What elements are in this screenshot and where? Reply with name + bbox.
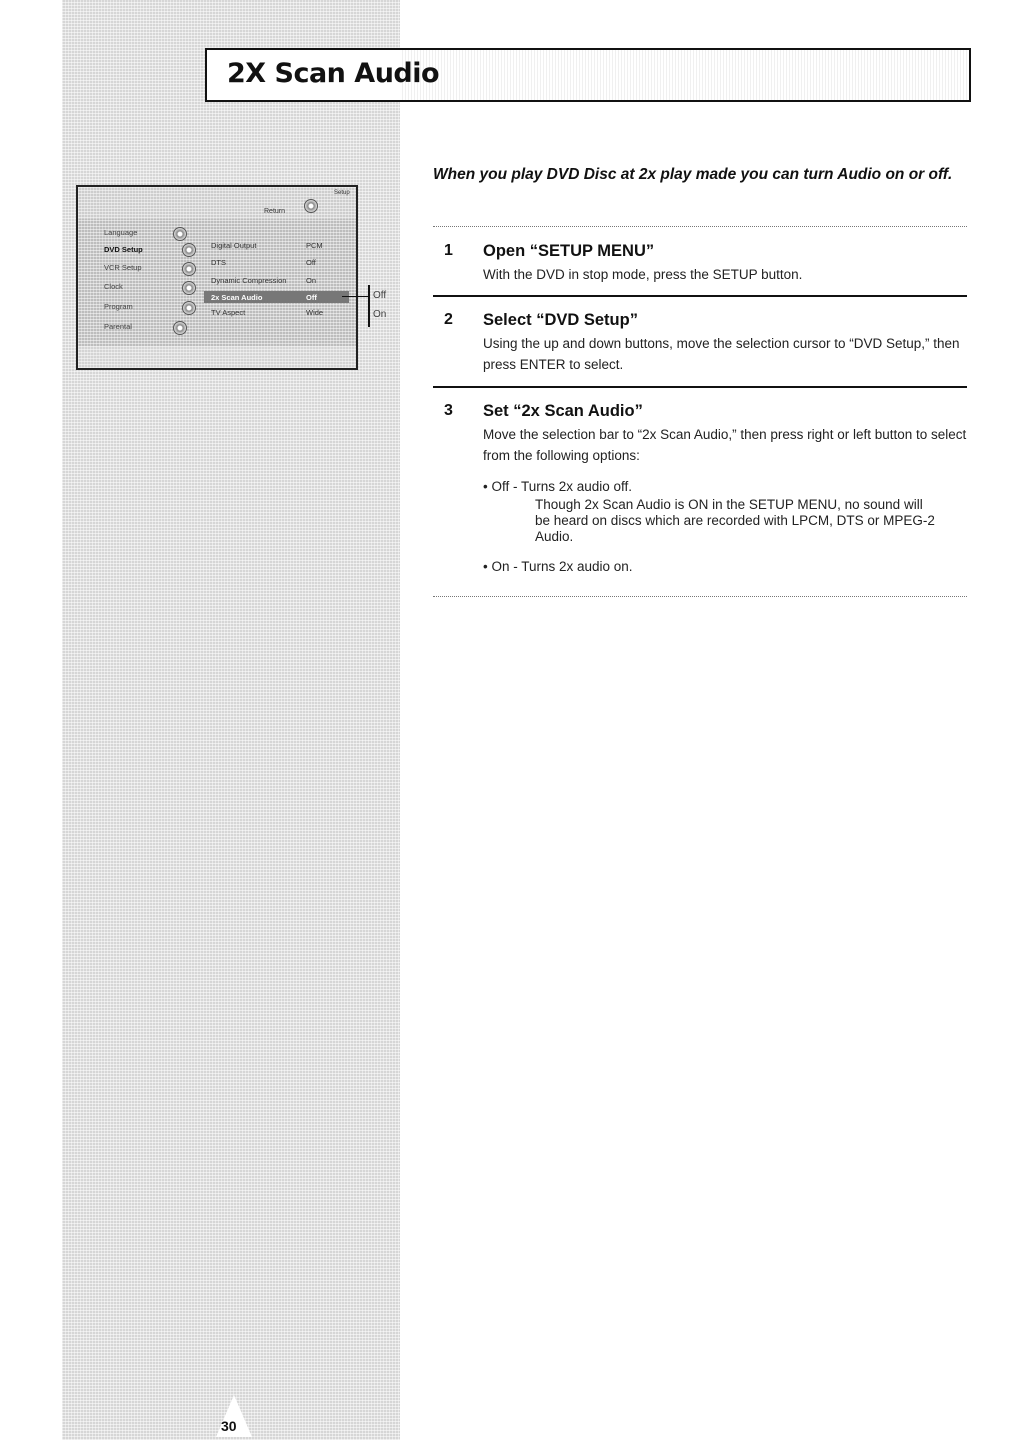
option-2x-scan-audio: 2x Scan Audio [211, 293, 263, 302]
value-2x-scan-audio: Off [306, 293, 317, 302]
option-off-bullet: • Off - Turns 2x audio off. [483, 479, 633, 494]
step-3-heading: Set “2x Scan Audio” [483, 402, 643, 420]
value-dynamic-compression: On [306, 276, 317, 285]
step-divider-1 [433, 295, 967, 297]
option-digital-output: Digital Output [211, 241, 257, 250]
step-divider-2 [433, 386, 967, 388]
clock-disc-icon [182, 281, 196, 295]
value-digital-output: PCM [306, 241, 323, 250]
value-dts: Off [306, 258, 316, 267]
option-dts: DTS [211, 258, 226, 267]
menu-dvd-setup: DVD Setup [104, 245, 143, 254]
callout-off: Off [373, 290, 387, 301]
setup-menu-screenshot [76, 185, 358, 370]
menu-program: Program [104, 302, 133, 311]
dvd-setup-disc-icon [182, 243, 196, 257]
program-disc-icon [182, 301, 196, 315]
step-2-body: Using the up and down buttons, move the selection cursor to “DVD Setup,” then press ENTER to select. [483, 336, 960, 372]
callout-bracket [368, 285, 370, 327]
menu-vcr-setup: VCR Setup [104, 263, 142, 272]
dotted-divider-bottom [433, 596, 967, 597]
option-off-note: Though 2x Scan Audio is ON in the SETUP MENU, no sound will be heard on discs which are recorded with LPCM, DTS or MPEG-2 Audio. [535, 497, 935, 544]
title-box [205, 48, 971, 102]
parental-disc-icon [173, 321, 187, 335]
step-2-number: 2 [444, 311, 453, 328]
option-tv-aspect: TV Aspect [211, 308, 246, 317]
return-disc-icon [304, 199, 318, 213]
callout-line [342, 296, 370, 297]
value-tv-aspect: Wide [306, 308, 324, 317]
language-disc-icon [173, 227, 187, 241]
screen-bottombar [78, 346, 356, 368]
menu-parental: Parental [104, 322, 132, 331]
callout-on: On [373, 309, 387, 320]
screen-return-label: Return [264, 208, 286, 215]
page-title: 2X Scan Audio [227, 58, 440, 89]
menu-clock: Clock [104, 282, 123, 291]
step-1-number: 1 [444, 242, 453, 259]
screen-setup-tag: Setup [334, 190, 350, 196]
vcr-setup-disc-icon [182, 262, 196, 276]
intro-text: When you play DVD Disc at 2x play made you can turn Audio on or off. [433, 166, 953, 183]
step-1-body: With the DVD in stop mode, press the SETUP button. [483, 267, 803, 282]
option-on-bullet: • On - Turns 2x audio on. [483, 559, 633, 574]
dotted-divider-top [433, 226, 967, 227]
page-number: 30 [221, 1418, 237, 1434]
step-3-body: Move the selection bar to “2x Scan Audio,” then press right or left button to select from the following options: [483, 427, 967, 463]
menu-language: Language [104, 228, 138, 237]
step-3-number: 3 [444, 402, 453, 419]
step-2-heading: Select “DVD Setup” [483, 311, 638, 329]
option-dynamic-compression: Dynamic Compression [211, 276, 287, 285]
step-1-heading: Open “SETUP MENU” [483, 242, 655, 260]
